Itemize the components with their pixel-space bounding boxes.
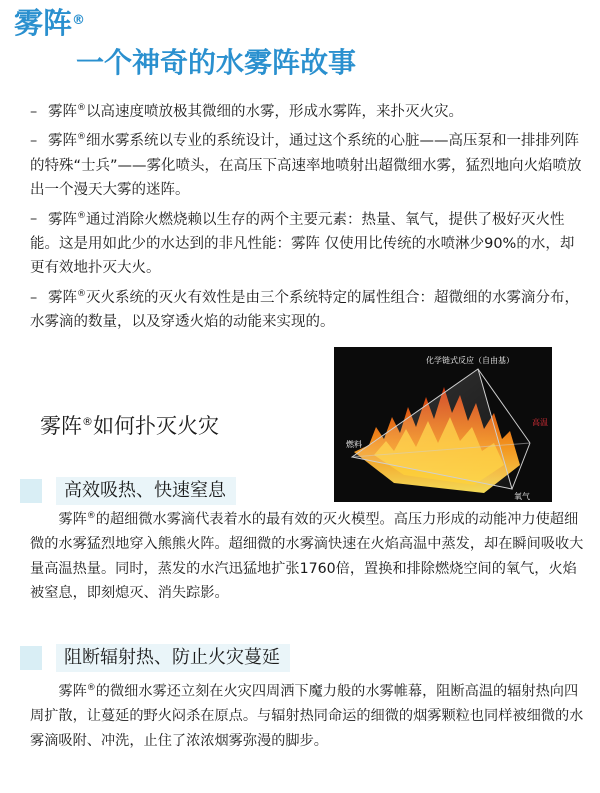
registered-mark: ®	[72, 13, 86, 28]
label-high-temp: 高温	[532, 418, 548, 427]
label-fuel: 燃料	[346, 440, 362, 449]
bullet-item: – 雾阵®细水雾系统以专业的系统设计，通过这个系统的心脏——高压泵和一排排列阵的特殊“士兵”——雾化喷头，在高压下高速率地喷射出超微细水雾，猛烈地向火焰喷放出一个漫天大雾的迷阵。	[30, 132, 582, 199]
label-oxygen: 氧气	[514, 492, 530, 501]
bullet-item: – 雾阵®以高速度喷放极其微细的水雾，形成水雾阵，来扑灭火灾。	[30, 103, 463, 120]
bullet-item: – 雾阵®通过消除火燃烧赖以生存的两个主要元素：热量、氧气，提供了极好灭火性能。这是用如此少的水达到的非凡性能：雾阵 仅使用比传统的水喷淋少90%的水，却更有效地扑灭大火。	[30, 210, 575, 277]
brand-title	[14, 6, 85, 40]
heading-accent-bar	[20, 646, 42, 670]
heading-accent-bar	[20, 479, 42, 503]
brand-name: 雾阵	[14, 6, 73, 40]
subsection-heading-radiant-heat: 阻断辐射热、防止火灾蔓延	[20, 644, 580, 670]
subsection-heading-heat-absorption: 高效吸热、快速窒息	[20, 477, 580, 503]
paragraph-heat-absorption: 雾阵®的超细微水雾滴代表着水的最有效的灭火模型。高压力形成的动能冲力使超细微的水雾猛烈地穿入熊熊火阵。超细微的水雾滴快速在火焰高温中蒸发，却在瞬间吸收大量高温热量。同时，蒸发的水汽迅猛地扩张1760倍，置换和排除燃烧空间的氧气，火焰被窒息，即刻熄灭、消失踪影。	[30, 511, 584, 602]
label-chain-reaction: 化学链式反应（自由基）	[426, 356, 514, 365]
paragraph-radiant-heat: 雾阵®的微细水雾还立刻在火灾四周洒下魔力般的水雾帷幕，阻断高温的辐射热向四周扩散，让蔓延的野火闷杀在原点。与辐射热同命运的细微的烟雾颗粒也同样被细微的水雾滴吸附、冲洗，止住了浓浓烟雾弥漫的脚步。	[30, 683, 584, 749]
section-title: 雾阵®如何扑灭火灾	[40, 414, 219, 438]
bullet-item: – 雾阵®灭火系统的灭火有效性是由三个系统特定的属性组合：超微细的水雾滴分布，水雾滴的数量，以及穿透火焰的动能来实现的。	[30, 288, 579, 331]
page-subtitle: 一个神奇的水雾阵故事	[76, 46, 357, 79]
feature-bullet-list	[30, 96, 586, 336]
